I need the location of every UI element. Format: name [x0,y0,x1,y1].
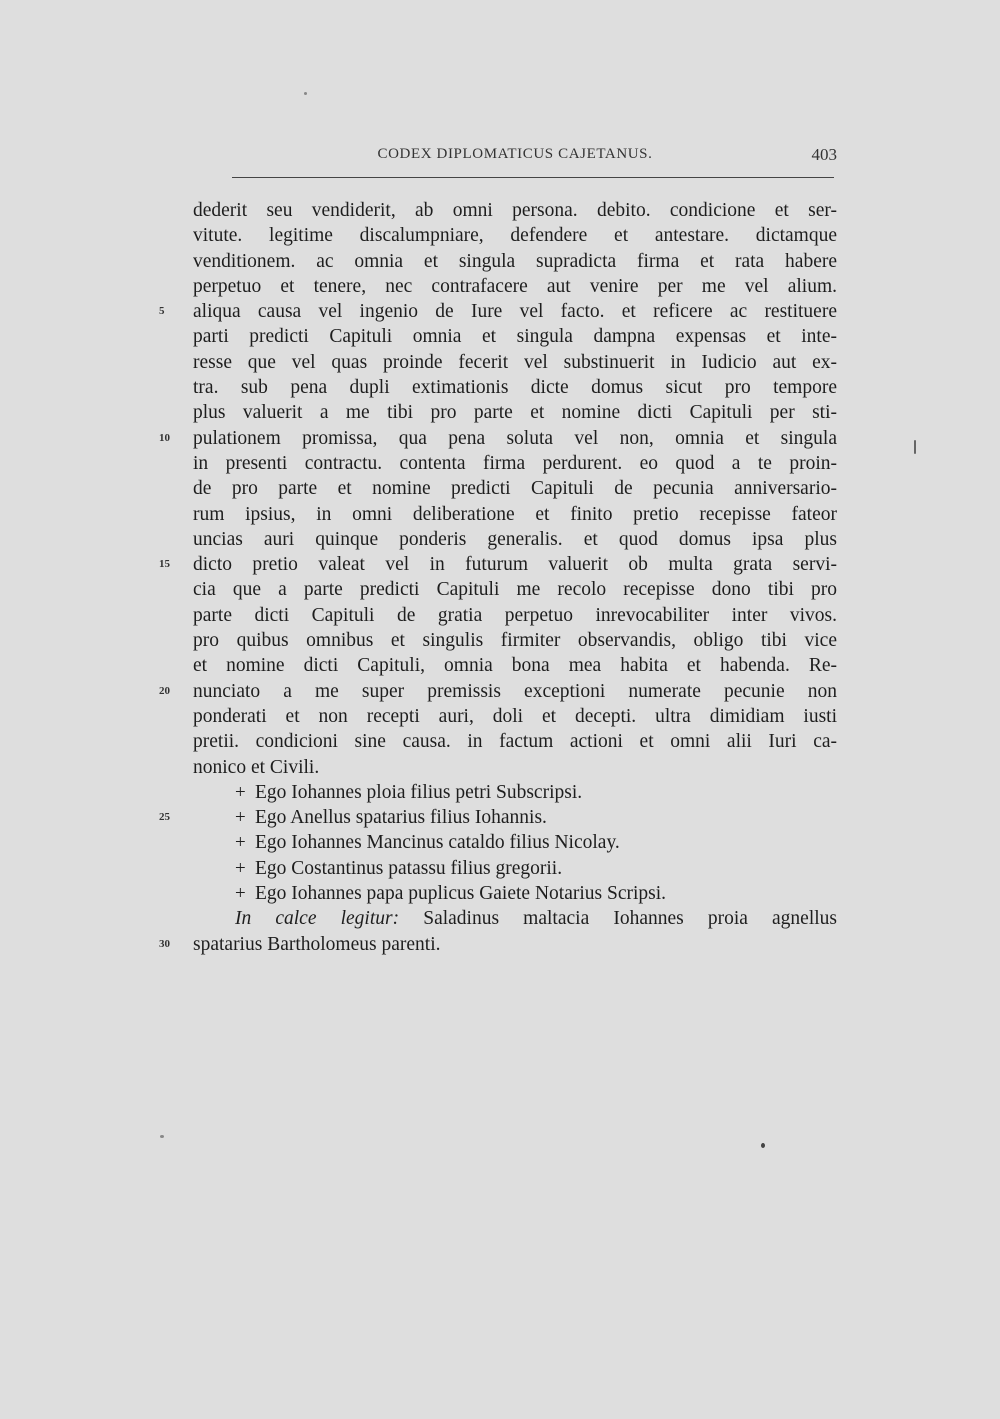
page-speck [160,1135,164,1138]
text-line [193,400,837,425]
signature-line [193,780,837,805]
line-text: rum ipsius, in omni deliberatione et finito pretio recepisse fateor [193,503,837,525]
line-text: uncias auri quinque ponderis generalis. et quod domus ipsa plus [193,528,837,550]
signature-line [193,881,837,906]
cross-icon: + [235,883,246,905]
text-line [193,704,837,729]
line-text: in presenti contractu. contenta firma perdurent. eo quod a te proin- [193,452,837,474]
text-line [193,628,837,653]
note-line [159,932,837,957]
line-text: dicto pretio valeat vel in futurum valuerit ob multa grata servi- [193,554,837,576]
line-text: venditionem. ac omnia et singula supradicta firma et rata habere [193,250,837,272]
text-line [193,249,837,274]
signature-line [159,805,837,830]
line-text: nonico et Civili. [193,756,320,778]
line-text: ponderati et non recepti auri, doli et decepti. ultra dimidiam iusti [193,705,837,727]
line-number: 30 [159,937,170,950]
line-text: pulationem promissa, qua pena soluta vel non, omnia et singula [193,427,837,449]
line-text: parti predicti Capituli omnia et singula dampna expensas et inte- [193,326,837,348]
text-line [193,476,837,501]
text-line [193,755,837,780]
line-text: aliqua causa vel ingenio de Iure vel facto. et reficere ac restituere [193,301,837,323]
signature-text: Ego Iohannes ploia filius petri Subscripsi. [255,781,583,803]
line-text: cia que a parte predicti Capituli me recolo recepisse dono tibi pro [193,579,837,601]
line-text: tra. sub pena dupli extimationis dicte domus sicut pro tempore [193,377,837,399]
text-line [159,552,837,577]
text-line [159,679,837,704]
line-number: 5 [159,305,165,318]
page-speck [761,1143,765,1148]
signature-text: Ego Iohannes Mancinus cataldo filius Nicolay. [255,832,620,854]
line-number: 15 [159,558,170,571]
note-italic-lead: In calce legitur: [235,908,400,930]
signature-text: Ego Costantinus patassu filius gregorii. [255,857,563,879]
line-text: et nomine dicti Capituli, omnia bona mea habita et habenda. Re- [193,655,837,677]
cross-icon: + [235,832,246,854]
signature-text: Ego Iohannes papa puplicus Gaiete Notarius Scripsi. [255,883,667,905]
text-line [193,451,837,476]
line-text: de pro parte et nomine predicti Capituli de pecunia anniversario- [193,478,837,500]
line-text: pro quibus omnibus et singulis firmiter observandis, obligo tibi vice [193,630,837,652]
note-line [193,906,837,931]
text-line [193,527,837,552]
line-text: parte dicti Capituli de gratia perpetuo inrevocabiliter inter vivos. [193,604,837,626]
line-text: vitute. legitime discalumpniare, defendere et antestare. dictamque [193,225,837,247]
line-text: pretii. condicioni sine causa. in factum actioni et omni alii Iuri ca- [193,731,837,753]
text-line [193,729,837,754]
text-line [193,350,837,375]
text-line [159,426,837,451]
cross-icon: + [235,807,246,829]
signature-line [193,830,837,855]
text-line [193,577,837,602]
text-line [193,375,837,400]
text-line [193,223,837,248]
line-text: nunciato a me super premissis exceptioni numerate pecunie non [193,680,837,702]
text-line [193,274,837,299]
running-title: CODEX DIPLOMATICUS CAJETANUS. [377,146,653,162]
text-line [159,299,837,324]
cross-icon: + [235,857,246,879]
signature-line [193,856,837,881]
page-speck [914,440,916,454]
line-number: 10 [159,431,170,444]
line-number: 20 [159,684,170,697]
page-number: 403 [811,145,837,164]
text-line [193,603,837,628]
header-rule [232,177,834,178]
note-text: spatarius Bartholomeus parenti. [193,933,441,955]
text-line [193,502,837,527]
page-speck [304,92,307,95]
text-line [193,324,837,349]
signature-text: Ego Anellus spatarius filius Iohannis. [255,807,547,829]
line-text: plus valuerit a me tibi pro parte et nomine dicti Capituli per sti- [193,402,837,424]
line-text: dederit seu vendiderit, ab omni persona. debito. condicione et ser- [193,200,837,221]
line-number: 25 [159,811,170,824]
text-line [193,653,837,678]
line-text: resse que vel quas proinde fecerit vel substinuerit in Iudicio aut ex- [193,351,837,373]
cross-icon: + [235,781,246,803]
running-header [193,146,837,168]
text-line [193,198,837,223]
note-text: Saladinus maltacia Iohannes proia agnellus [423,908,838,930]
body-text [159,198,838,957]
line-text: perpetuo et tenere, nec contrafacere aut venire per me vel alium. [193,275,837,297]
